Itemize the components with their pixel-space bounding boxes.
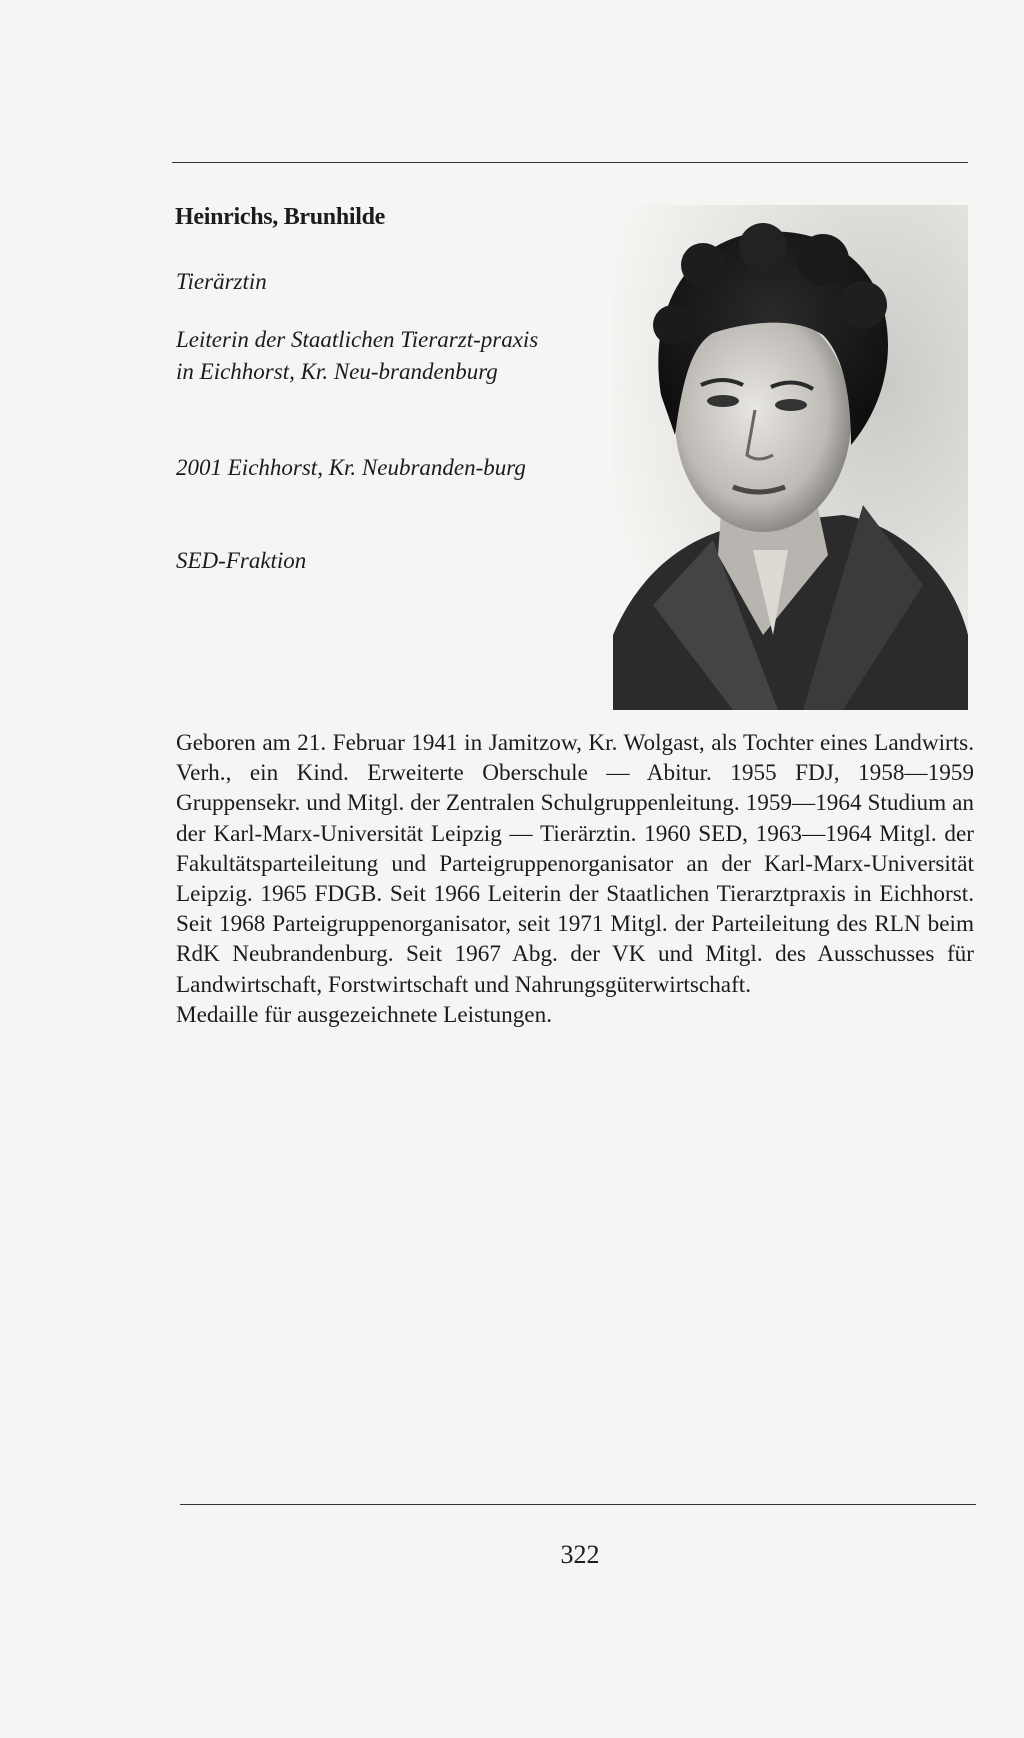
biography <box>176 728 974 1030</box>
top-rule <box>172 162 968 163</box>
page-number: 322 <box>560 1540 600 1569</box>
profession: Tierärztin <box>176 269 267 294</box>
award-text: Medaille für ausgezeichnete Leistungen. <box>176 1001 552 1028</box>
faction: SED-Fraktion <box>176 548 307 573</box>
bottom-rule <box>180 1504 976 1505</box>
biography-text: Geboren am 21. Februar 1941 in Jamitzow, Kr. Wolgast, als Tochter eines Landwirts. Verh., ein Kind. Erweiterte Oberschule — Abitur. 1955 FDJ, 1958—1959 Gruppensekr. und Mitgl. der Zentralen Schulgruppenleitung. 1959—1964 Studium an der Karl-Marx-Universität Leipzig — Tierärztin. 1960 SED, 1963—1964 Mitgl. der Fakultätsparteileitung und Parteigruppenorganisator an der Karl-Marx-Universität Leipzig. 1965 FDGB. Seit 1966 Leiterin der Staatlichen Tierarztpraxis in Eichhorst. Seit 1968 Parteigruppenorganisator, seit 1971 Mitgl. der Parteileitung des RLN beim RdK Neubrandenburg. Seit 1967 Abg. der VK und Mitgl. des Ausschusses für Landwirtschaft, Forstwirtschaft und Nahrungsgüterwirtschaft. <box>176 730 974 998</box>
address: 2001 Eichhorst, Kr. Neubranden-burg <box>176 455 526 480</box>
portrait-photo <box>613 205 968 710</box>
person-name: Heinrichs, Brunhilde <box>175 204 386 230</box>
position: Leiterin der Staatlichen Tierarzt-praxis in Eichhorst, Kr. Neu-brandenburg <box>176 327 539 384</box>
